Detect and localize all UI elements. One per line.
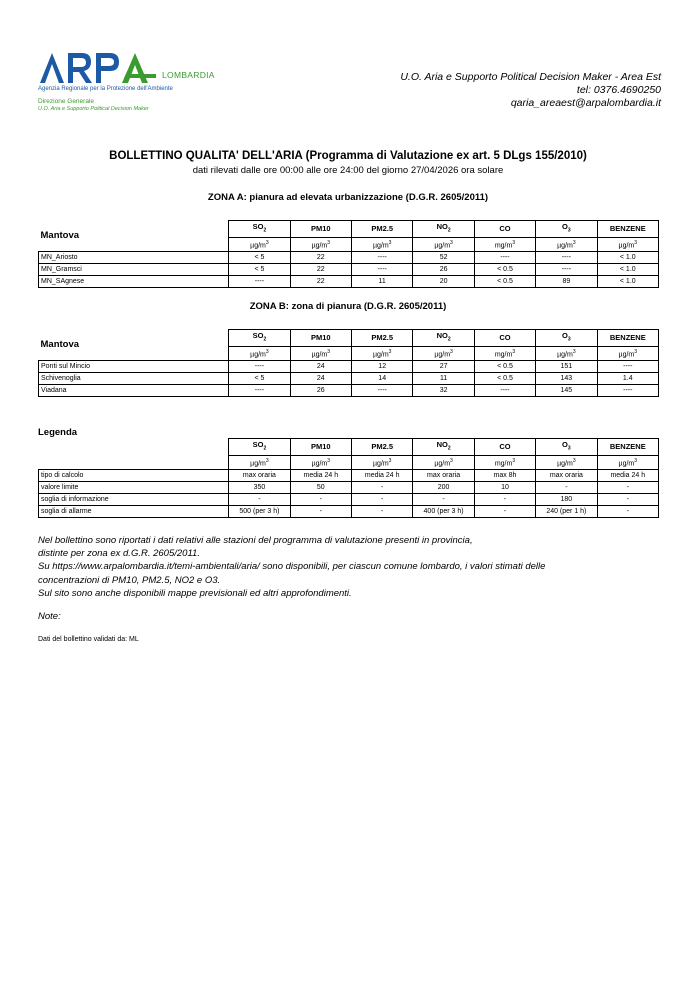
value-cell: < 1.0 bbox=[597, 251, 658, 263]
value-cell: 22 bbox=[290, 251, 351, 263]
value-cell: ---- bbox=[474, 251, 535, 263]
pollutant-header: CO bbox=[474, 221, 535, 238]
pollutant-header: $SO_2$ bbox=[229, 221, 290, 238]
bulletin-subtitle: dati rilevati dalle ore 00:00 alle ore 24:00 del giorno 27/04/2026 ora solare bbox=[192, 165, 504, 176]
value-cell: 11 bbox=[352, 275, 413, 287]
value-cell: < 5 bbox=[229, 251, 290, 263]
pollutant-header: $O_3$ bbox=[536, 330, 597, 347]
unit-cell: $\mu g/m^3$ bbox=[290, 346, 351, 360]
unit-cell: $mg/m^3$ bbox=[474, 455, 535, 469]
row-label: MN_SAgnese bbox=[39, 275, 190, 287]
pollutant-header: PM10 bbox=[290, 330, 351, 347]
validated-by: Dati del bollettino validati da: ML bbox=[38, 636, 139, 643]
row-label: Viadana bbox=[39, 384, 190, 396]
note-line: concentrazioni di PM10, PM2.5, NO2 e O3. bbox=[38, 574, 221, 586]
value-cell: - bbox=[474, 493, 535, 505]
pollutant-header: $NO_2$ bbox=[413, 330, 474, 347]
value-cell: ---- bbox=[536, 251, 597, 263]
unit-cell: $\mu g/m^3$ bbox=[290, 455, 351, 469]
note-line: distinte per zona ex d.G.R. 2605/2011. bbox=[38, 548, 200, 560]
legend-table bbox=[38, 438, 659, 518]
value-cell: ---- bbox=[352, 263, 413, 275]
value-cell: < 0.5 bbox=[474, 263, 535, 275]
pollutant-header: BENZENE bbox=[597, 330, 658, 347]
unit-cell: $\mu g/m^3$ bbox=[536, 346, 597, 360]
arpa-logo bbox=[38, 50, 238, 112]
note-line: Su https://www.arpalombardia.it/temi-ambientali/aria/ sono disponibili, per ciascun comune lombardo, i valori stimati delle bbox=[38, 561, 546, 573]
value-cell: 400 (per 3 h) bbox=[413, 505, 474, 517]
unit-cell: $\mu g/m^3$ bbox=[229, 346, 290, 360]
row-spacer-cell bbox=[189, 493, 228, 505]
value-cell: 151 bbox=[536, 360, 597, 372]
row-spacer-cell bbox=[189, 384, 228, 396]
value-cell: ---- bbox=[229, 384, 290, 396]
table-area-label bbox=[39, 439, 190, 470]
value-cell: 52 bbox=[413, 251, 474, 263]
value-cell: ---- bbox=[597, 360, 658, 372]
value-cell: - bbox=[597, 505, 658, 517]
pollutant-header: CO bbox=[474, 439, 535, 456]
value-cell: 27 bbox=[413, 360, 474, 372]
unit-cell: $\mu g/m^3$ bbox=[413, 346, 474, 360]
value-cell: 50 bbox=[290, 481, 351, 493]
table-spacer bbox=[189, 221, 228, 252]
row-label: tipo di calcolo bbox=[39, 469, 190, 481]
table-row bbox=[39, 493, 659, 505]
table-row bbox=[39, 384, 659, 396]
contact-phone: tel: 0376.4690250 bbox=[576, 84, 661, 96]
value-cell: media 24 h bbox=[597, 469, 658, 481]
row-spacer-cell bbox=[189, 505, 228, 517]
note-line: Nel bollettino sono riportati i dati relativi alle stazioni del programma di valutazione presenti in provincia, bbox=[38, 535, 473, 546]
pollutant-header: PM2.5 bbox=[352, 439, 413, 456]
note-line: Sul sito sono anche disponibili mappe previsionali ed altri approfondimenti. bbox=[38, 587, 352, 599]
table-row bbox=[39, 505, 659, 517]
table-area-label: Mantova bbox=[39, 221, 190, 252]
value-cell: - bbox=[352, 481, 413, 493]
value-cell: max 8h bbox=[474, 469, 535, 481]
value-cell: 12 bbox=[352, 360, 413, 372]
zone-a-title: ZONA A: pianura ad elevata urbanizzazione (D.G.R. 2605/2011) bbox=[207, 192, 489, 203]
table-row bbox=[39, 372, 659, 384]
zone-b-title: ZONA B: zona di pianura (D.G.R. 2605/2011) bbox=[249, 301, 447, 312]
unit-cell: $mg/m^3$ bbox=[474, 346, 535, 360]
unit-cell: $\mu g/m^3$ bbox=[352, 346, 413, 360]
table-row bbox=[39, 360, 659, 372]
table-row bbox=[39, 275, 659, 287]
pollutant-header: $O_3$ bbox=[536, 439, 597, 456]
pollutant-header: $NO_2$ bbox=[413, 439, 474, 456]
value-cell: max oraria bbox=[229, 469, 290, 481]
value-cell: - bbox=[597, 481, 658, 493]
pollutant-header: $NO_2$ bbox=[413, 221, 474, 238]
row-spacer-cell bbox=[189, 275, 228, 287]
value-cell: 26 bbox=[290, 384, 351, 396]
value-cell: < 0.5 bbox=[474, 372, 535, 384]
value-cell: 89 bbox=[536, 275, 597, 287]
value-cell: < 1.0 bbox=[597, 263, 658, 275]
logo-region: LOMBARDIA bbox=[162, 70, 215, 80]
value-cell: 1.4 bbox=[597, 372, 658, 384]
value-cell: ---- bbox=[352, 384, 413, 396]
direction-label: Direzione Generale bbox=[38, 98, 95, 105]
value-cell: media 24 h bbox=[290, 469, 351, 481]
row-label: Schivenoglia bbox=[39, 372, 190, 384]
bulletin-title: BOLLETTINO QUALITA' DELL'ARIA (Programma di Valutazione ex art. 5 DLgs 155/2010) bbox=[109, 150, 587, 162]
unit-cell: $\mu g/m^3$ bbox=[352, 455, 413, 469]
pollutant-header: PM10 bbox=[290, 221, 351, 238]
value-cell: ---- bbox=[597, 384, 658, 396]
row-label: Ponti sul Mincio bbox=[39, 360, 190, 372]
value-cell: - bbox=[352, 505, 413, 517]
value-cell: max oraria bbox=[536, 469, 597, 481]
value-cell: ---- bbox=[229, 275, 290, 287]
value-cell: 145 bbox=[536, 384, 597, 396]
row-spacer-cell bbox=[189, 251, 228, 263]
row-label: MN_Gramsci bbox=[39, 263, 190, 275]
unit-cell: $\mu g/m^3$ bbox=[413, 455, 474, 469]
contact-email[interactable]: qaria_areaest@arpalombardia.it bbox=[510, 97, 661, 109]
unit-cell: $\mu g/m^3$ bbox=[352, 237, 413, 251]
pollutant-header: PM10 bbox=[290, 439, 351, 456]
value-cell: < 5 bbox=[229, 372, 290, 384]
value-cell: 20 bbox=[413, 275, 474, 287]
row-label: MN_Ariosto bbox=[39, 251, 190, 263]
logo-subtitle: Agenzia Regionale per la Protezione dell'Ambiente bbox=[38, 86, 173, 92]
value-cell: 143 bbox=[536, 372, 597, 384]
value-cell: 22 bbox=[290, 263, 351, 275]
value-cell: ---- bbox=[474, 384, 535, 396]
value-cell: - bbox=[474, 505, 535, 517]
value-cell: - bbox=[597, 493, 658, 505]
value-cell: 350 bbox=[229, 481, 290, 493]
table-row bbox=[39, 481, 659, 493]
value-cell: media 24 h bbox=[352, 469, 413, 481]
unit-cell: $\mu g/m^3$ bbox=[229, 455, 290, 469]
table-spacer bbox=[189, 330, 228, 361]
arpa-logo-graphic bbox=[38, 50, 158, 84]
value-cell: ---- bbox=[229, 360, 290, 372]
table-spacer bbox=[189, 439, 228, 470]
value-cell: 22 bbox=[290, 275, 351, 287]
unit-cell: $\mu g/m^3$ bbox=[536, 237, 597, 251]
table-area-label: Mantova bbox=[39, 330, 190, 361]
zone-a-table bbox=[38, 220, 659, 288]
value-cell: - bbox=[352, 493, 413, 505]
direction-sub-label: U.O. Aria e Supporto Political Decision Maker bbox=[38, 106, 149, 112]
value-cell: - bbox=[413, 493, 474, 505]
table-row bbox=[39, 251, 659, 263]
pollutant-header: PM2.5 bbox=[352, 221, 413, 238]
unit-cell: $\mu g/m^3$ bbox=[536, 455, 597, 469]
notes-block bbox=[38, 534, 545, 600]
value-cell: - bbox=[290, 505, 351, 517]
value-cell: - bbox=[290, 493, 351, 505]
unit-cell: $\mu g/m^3$ bbox=[290, 237, 351, 251]
value-cell: ---- bbox=[536, 263, 597, 275]
value-cell: ---- bbox=[352, 251, 413, 263]
pollutant-header: $SO_2$ bbox=[229, 330, 290, 347]
row-label: soglia di allarme bbox=[39, 505, 190, 517]
unit-cell: $\mu g/m^3$ bbox=[413, 237, 474, 251]
value-cell: < 5 bbox=[229, 263, 290, 275]
zone-b-table bbox=[38, 329, 659, 397]
row-spacer-cell bbox=[189, 469, 228, 481]
value-cell: - bbox=[229, 493, 290, 505]
unit-cell: $\mu g/m^3$ bbox=[597, 237, 658, 251]
value-cell: 200 bbox=[413, 481, 474, 493]
row-spacer-cell bbox=[189, 481, 228, 493]
value-cell: 24 bbox=[290, 372, 351, 384]
row-spacer-cell bbox=[189, 263, 228, 275]
value-cell: 500 (per 3 h) bbox=[229, 505, 290, 517]
value-cell: < 1.0 bbox=[597, 275, 658, 287]
pollutant-header: $SO_2$ bbox=[229, 439, 290, 456]
value-cell: 11 bbox=[413, 372, 474, 384]
value-cell: 26 bbox=[413, 263, 474, 275]
contact-unit: U.O. Aria e Supporto Political Decision Maker - Area Est bbox=[400, 71, 661, 83]
value-cell: max oraria bbox=[413, 469, 474, 481]
row-label: valore limite bbox=[39, 481, 190, 493]
table-row bbox=[39, 469, 659, 481]
legend-title: Legenda bbox=[38, 427, 78, 438]
row-spacer-cell bbox=[189, 372, 228, 384]
logo-mark bbox=[38, 50, 238, 84]
pollutant-header: BENZENE bbox=[597, 439, 658, 456]
unit-cell: $\mu g/m^3$ bbox=[597, 346, 658, 360]
value-cell: 10 bbox=[474, 481, 535, 493]
row-spacer-cell bbox=[189, 360, 228, 372]
table-row bbox=[39, 263, 659, 275]
pollutant-header: BENZENE bbox=[597, 221, 658, 238]
value-cell: < 0.5 bbox=[474, 275, 535, 287]
unit-cell: $mg/m^3$ bbox=[474, 237, 535, 251]
value-cell: 32 bbox=[413, 384, 474, 396]
unit-cell: $\mu g/m^3$ bbox=[597, 455, 658, 469]
value-cell: < 0.5 bbox=[474, 360, 535, 372]
value-cell: 24 bbox=[290, 360, 351, 372]
row-label: soglia di informazione bbox=[39, 493, 190, 505]
note-label: Note: bbox=[38, 611, 61, 622]
pollutant-header: PM2.5 bbox=[352, 330, 413, 347]
pollutant-header: $O_3$ bbox=[536, 221, 597, 238]
unit-cell: $\mu g/m^3$ bbox=[229, 237, 290, 251]
contact-block bbox=[400, 71, 661, 110]
value-cell: 240 (per 1 h) bbox=[536, 505, 597, 517]
value-cell: - bbox=[536, 481, 597, 493]
pollutant-header: CO bbox=[474, 330, 535, 347]
value-cell: 14 bbox=[352, 372, 413, 384]
value-cell: 180 bbox=[536, 493, 597, 505]
